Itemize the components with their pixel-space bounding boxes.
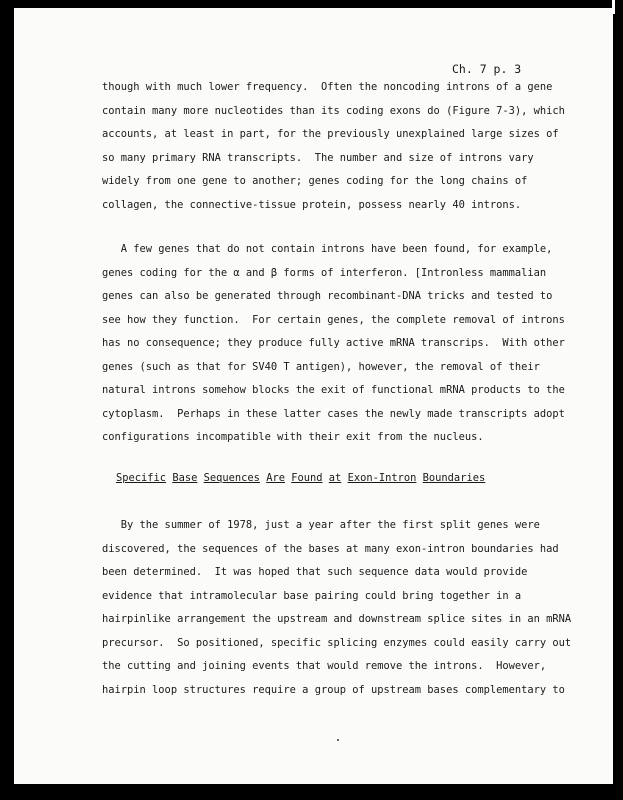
text-line: hairpinlike arrangement the upstream and downstream splice sites in an mRNA <box>102 613 572 625</box>
heading-word: Boundaries <box>422 472 486 484</box>
text-line: precursor. So positioned, specific splicing enzymes could easily carry out <box>102 636 572 649</box>
heading-word: Base <box>172 472 198 484</box>
paragraph-1 <box>102 76 565 217</box>
text-line: genes coding for the α and β forms of interferon. [Intronless mammalian <box>102 266 547 279</box>
paragraph-2 <box>102 238 565 450</box>
text-line: A few genes that do not contain introns have been found, for example, <box>102 243 553 255</box>
text-line: see how they function. For certain genes, the complete removal of introns <box>102 313 565 326</box>
paragraph-3 <box>102 514 572 702</box>
heading-word: Exon-Intron <box>347 472 417 484</box>
heading-word: at <box>328 472 342 484</box>
text-line: been determined. It was hoped that such sequence data would provide <box>102 566 528 578</box>
text-line: discovered, the sequences of the bases at many exon-intron boundaries had <box>102 542 559 555</box>
text-line: accounts, at least in part, for the previously unexplained large sizes of <box>102 128 559 140</box>
text-line: evidence that intramolecular base pairing could bring together in a <box>102 589 522 602</box>
text-line: By the summer of 1978, just a year after the first split genes were <box>102 519 540 531</box>
text-line: genes can also be generated through recombinant-DNA tricks and tested to <box>102 290 553 302</box>
section-heading <box>116 472 485 484</box>
heading-word: Found <box>291 472 323 484</box>
heading-word: Sequences <box>203 472 260 484</box>
text-line: configurations incompatible with their exit from the nucleus. <box>102 431 484 443</box>
text-line: the cutting and joining events that would remove the introns. However, <box>102 660 547 672</box>
text-line: though with much lower frequency. Often the noncoding introns of a gene <box>102 81 553 93</box>
page-header: Ch. 7 p. 3 <box>452 62 522 76</box>
text-line: collagen, the connective-tissue protein, possess nearly 40 introns. <box>102 198 522 211</box>
heading-word: Specific <box>116 472 167 484</box>
text-line: cytoplasm. Perhaps in these latter cases the newly made transcripts adopt <box>102 407 565 420</box>
text-line: genes (such as that for SV40 T antigen), however, the removal of their <box>102 360 540 373</box>
heading-word: Are <box>266 472 285 484</box>
stray-mark <box>337 739 339 741</box>
text-line: natural introns somehow blocks the exit of functional mRNA products to the <box>102 384 565 396</box>
text-line: contain many more nucleotides than its coding exons do (Figure 7-3), which <box>102 104 565 117</box>
text-line: widely from one gene to another; genes coding for the long chains of <box>102 175 528 187</box>
text-line: has no consequence; they produce fully active mRNA transcrips. With other <box>102 337 565 349</box>
text-line: hairpin loop structures require a group of upstream bases complementary to <box>102 683 565 696</box>
text-line: so many primary RNA transcripts. The number and size of introns vary <box>102 151 534 164</box>
corner-mark <box>612 0 615 14</box>
